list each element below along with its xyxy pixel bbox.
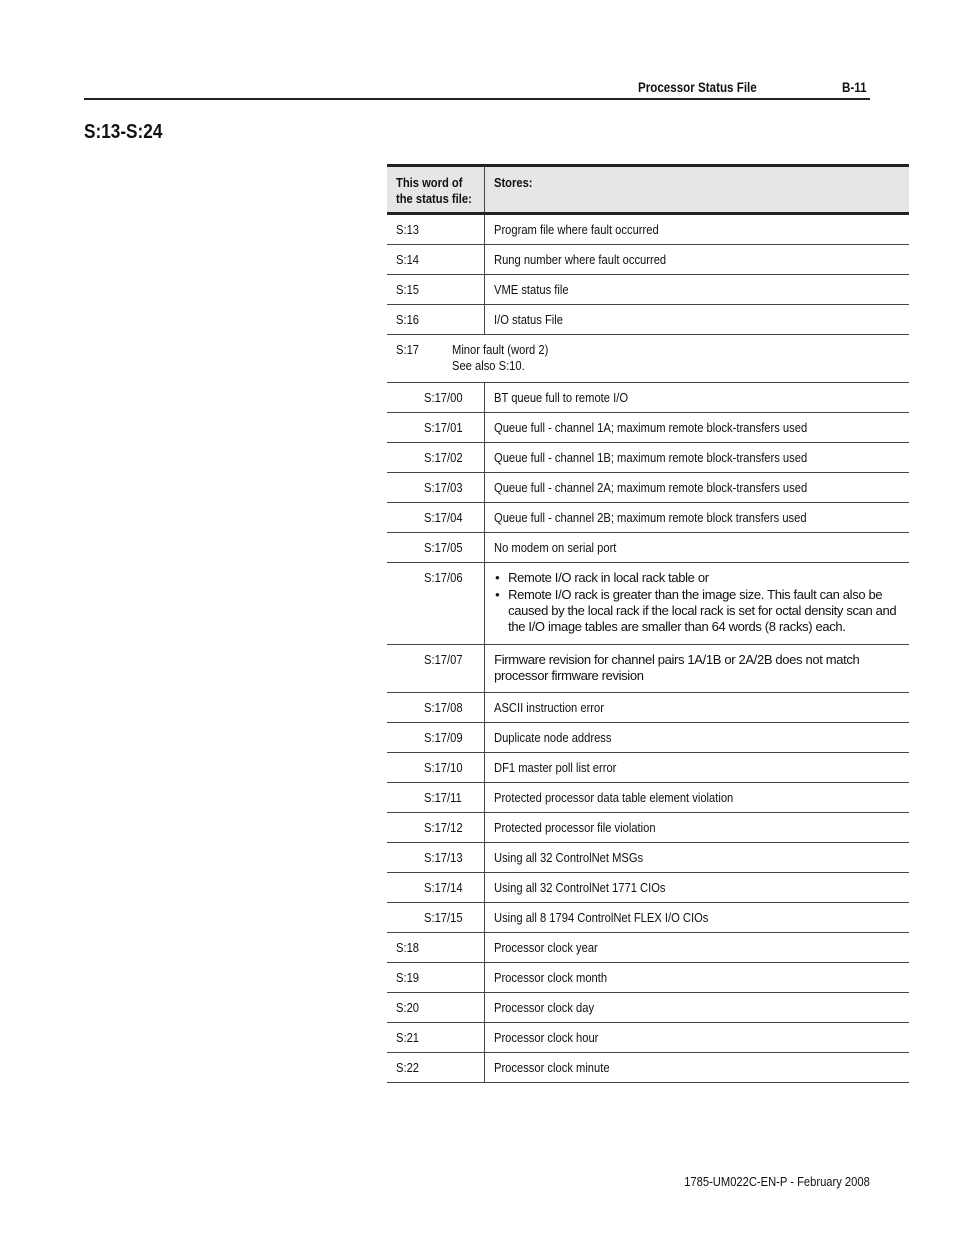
status-word-cell: [387, 933, 485, 963]
table-row: [387, 783, 909, 813]
status-word: S:20: [396, 1000, 420, 1015]
stores-cell: [485, 933, 910, 963]
stores-text: Queue full - channel 1A; maximum remote block-transfers used: [494, 420, 808, 435]
column-header-word: This word of the status file:: [387, 166, 485, 214]
status-word-cell: [387, 993, 485, 1023]
status-word: S:17/09: [424, 730, 463, 745]
stores-cell: [485, 473, 910, 503]
footer-document-id: 1785-UM022C-EN-P - February 2008: [684, 1174, 870, 1189]
status-word: S:22: [396, 1060, 420, 1075]
table-row: [387, 563, 909, 645]
stores-cell: [485, 813, 910, 843]
table-row: [387, 383, 909, 413]
table-row: [387, 993, 909, 1023]
table-row: [387, 903, 909, 933]
stores-cell: [485, 275, 910, 305]
table-row: [387, 503, 909, 533]
status-word-cell: [387, 383, 485, 413]
stores-cell: [485, 843, 910, 873]
stores-text: Processor clock year: [494, 940, 598, 955]
stores-text: DF1 master poll list error: [494, 760, 617, 775]
stores-text: Using all 32 ControlNet MSGs: [494, 850, 644, 865]
section-heading: S:13-S:24: [84, 121, 163, 143]
see-also-note: See also S:10.: [452, 358, 525, 373]
status-word-cell: [387, 245, 485, 275]
table-row: [387, 813, 909, 843]
table-row: [387, 843, 909, 873]
status-word: S:21: [396, 1030, 420, 1045]
status-word: S:17/11: [424, 790, 462, 805]
status-word: S:17/02: [424, 450, 463, 465]
stores-cell: [485, 563, 910, 645]
stores-cell: [485, 245, 910, 275]
table-row: [387, 693, 909, 723]
bullet-item: • Remote I/O rack in local rack table or: [494, 570, 903, 586]
stores-text: Processor clock day: [494, 1000, 595, 1015]
status-file-table: [387, 164, 909, 1083]
stores-text: Queue full - channel 2B; maximum remote block transfers used: [494, 510, 807, 525]
status-word-cell: [387, 563, 485, 645]
stores-text: Protected processor data table element violation: [494, 790, 734, 805]
stores-cell: [485, 1053, 910, 1083]
stores-cell: [485, 214, 910, 245]
table-row: [387, 275, 909, 305]
status-word: S:17/05: [424, 540, 463, 555]
status-word: S:17/03: [424, 480, 463, 495]
stores-text: BT queue full to remote I/O: [494, 390, 629, 405]
status-word-cell: [387, 413, 485, 443]
table-row: [387, 873, 909, 903]
stores-cell: [485, 753, 910, 783]
status-word: S:15: [396, 282, 420, 297]
stores-text: ASCII instruction error: [494, 700, 605, 715]
table-row: [387, 645, 909, 693]
table-row: [387, 413, 909, 443]
status-word: S:17/13: [424, 850, 463, 865]
table-row: [387, 1023, 909, 1053]
minor-fault-cell: [387, 335, 909, 383]
page-number: B-11: [842, 80, 867, 95]
status-word-cell: [387, 903, 485, 933]
status-word-cell: [387, 533, 485, 563]
status-word-cell: [387, 753, 485, 783]
status-word: S:16: [396, 312, 420, 327]
stores-text: Using all 8 1794 ControlNet FLEX I/O CIOs: [494, 910, 709, 925]
stores-text: Program file where fault occurred: [494, 222, 659, 237]
stores-text: Processor clock month: [494, 970, 608, 985]
status-word-cell: [387, 305, 485, 335]
stores-cell: [485, 533, 910, 563]
table-row: [387, 723, 909, 753]
table-row: [387, 1053, 909, 1083]
table-row: [387, 305, 909, 335]
stores-cell: [485, 723, 910, 753]
status-word-cell: [387, 1053, 485, 1083]
status-word-cell: [387, 1023, 485, 1053]
table-row: [387, 963, 909, 993]
status-word-cell: [387, 473, 485, 503]
stores-cell: [485, 993, 910, 1023]
status-word: S:17/07: [424, 652, 463, 667]
status-word: S:19: [396, 970, 420, 985]
column-header-stores: Stores:: [485, 166, 910, 214]
table-row: [387, 533, 909, 563]
status-word-cell: [387, 843, 485, 873]
stores-cell: [485, 903, 910, 933]
stores-cell: [485, 645, 910, 693]
table-header-row: [387, 166, 909, 214]
stores-text: Processor clock minute: [494, 1060, 610, 1075]
table-row: [387, 933, 909, 963]
status-word-cell: [387, 963, 485, 993]
table-row: [387, 753, 909, 783]
table-row: [387, 473, 909, 503]
status-word: S:17: [396, 342, 420, 357]
stores-text: Using all 32 ControlNet 1771 CIOs: [494, 880, 666, 895]
status-word-cell: [387, 503, 485, 533]
stores-text: Queue full - channel 1B; maximum remote block-transfers used: [494, 450, 808, 465]
table-row: [387, 214, 909, 245]
status-word: S:17/14: [424, 880, 463, 895]
stores-cell: [485, 783, 910, 813]
status-word-cell: [387, 783, 485, 813]
status-word: S:13: [396, 222, 420, 237]
stores-text: No modem on serial port: [494, 540, 617, 555]
status-word: S:14: [396, 252, 420, 267]
stores-cell: [485, 1023, 910, 1053]
status-word-cell: [387, 645, 485, 693]
status-word-cell: [387, 443, 485, 473]
stores-text: Duplicate node address: [494, 730, 612, 745]
stores-cell: [485, 305, 910, 335]
stores-text: VME status file: [494, 282, 569, 297]
status-word: S:17/06: [424, 570, 463, 585]
stores-cell: [485, 873, 910, 903]
status-word-cell: [387, 693, 485, 723]
bullet-list: [494, 570, 903, 635]
status-word: S:17/08: [424, 700, 463, 715]
stores-cell: [485, 693, 910, 723]
running-header-title: Processor Status File: [638, 80, 757, 95]
status-word-cell: [387, 873, 485, 903]
table-row: [387, 245, 909, 275]
stores-text: Protected processor file violation: [494, 820, 656, 835]
stores-text: I/O status File: [494, 312, 564, 327]
stores-cell: [485, 383, 910, 413]
status-word-cell: [387, 723, 485, 753]
status-word-cell: [387, 275, 485, 305]
table-row-s17: [387, 335, 909, 383]
stores-cell: [485, 413, 910, 443]
status-word: S:17/12: [424, 820, 463, 835]
bullet-item: • Remote I/O rack is greater than the image size. This fault can also be caused by the local rack if the local rack is set for octal density scan and the I/O image tables are smaller than 64 words (8 racks) each.: [494, 587, 903, 635]
stores-text: Minor fault (word 2): [452, 342, 549, 357]
stores-text: Queue full - channel 2A; maximum remote block-transfers used: [494, 480, 808, 495]
status-word: S:18: [396, 940, 420, 955]
stores-text: Firmware revision for channel pairs 1A/1B or 2A/2B does not match processor firmware revision: [494, 652, 860, 683]
status-word: S:17/01: [424, 420, 463, 435]
stores-cell: [485, 963, 910, 993]
stores-cell: [485, 443, 910, 473]
status-word: S:17/15: [424, 910, 463, 925]
status-word-cell: [387, 813, 485, 843]
status-word: S:17/04: [424, 510, 463, 525]
status-word-cell: [387, 214, 485, 245]
stores-text: Rung number where fault occurred: [494, 252, 667, 267]
stores-text: Processor clock hour: [494, 1030, 599, 1045]
header-rule: [84, 98, 870, 100]
table-row: [387, 443, 909, 473]
status-word: S:17/00: [424, 390, 463, 405]
stores-cell: [485, 503, 910, 533]
status-word: S:17/10: [424, 760, 463, 775]
